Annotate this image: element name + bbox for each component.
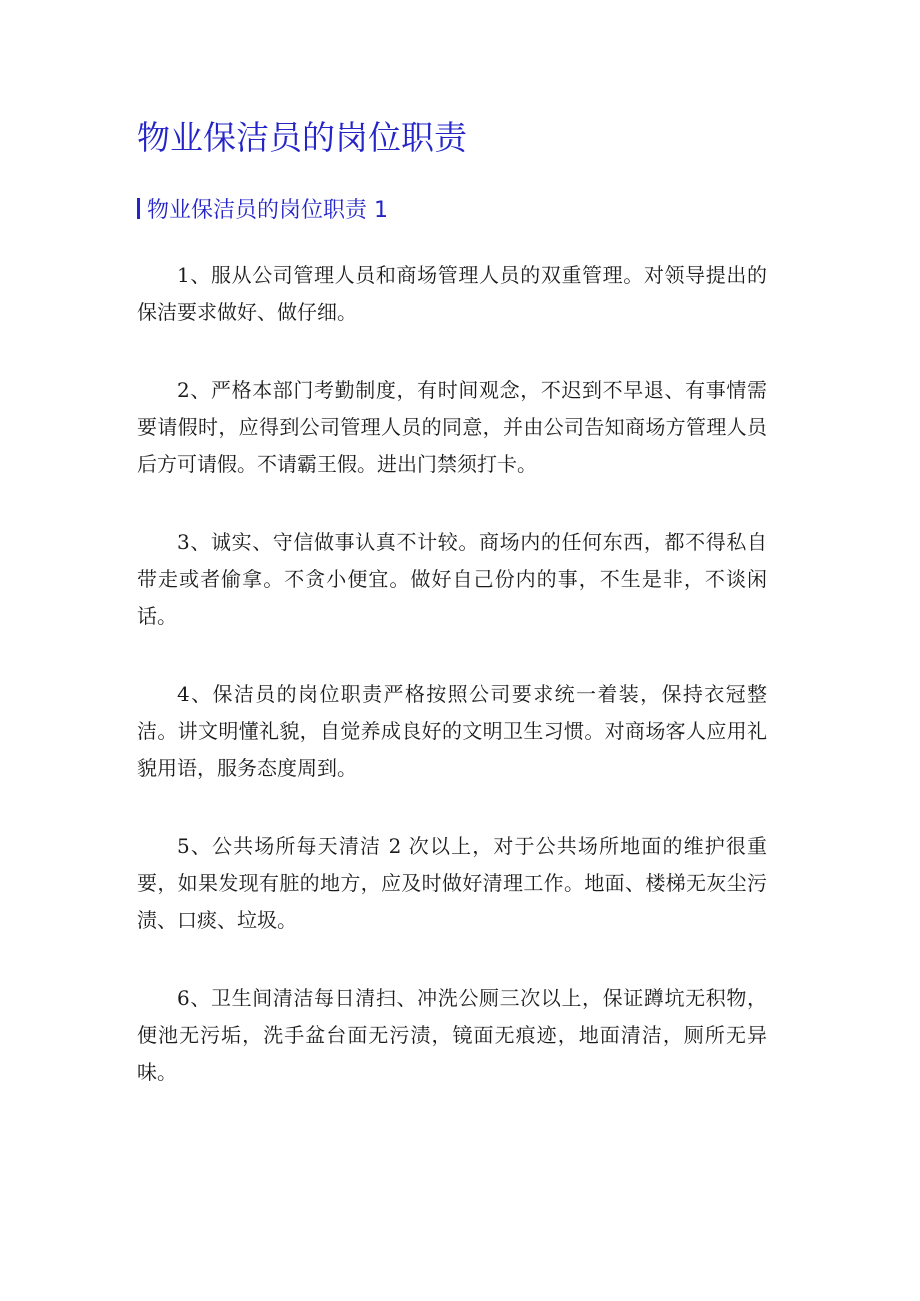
paragraph-1: 1、服从公司管理人员和商场管理人员的双重管理。对领导提出的保洁要求做好、做仔细。 (137, 263, 767, 324)
paragraph-5: 5、公共场所每天清洁 2 次以上，对于公共场所地面的维护很重要，如果发现有脏的地方，应及时做好清理工作。地面、楼梯无灰尘污渍、口痰、垃圾。 (137, 834, 767, 932)
paragraph-2: 2、严格本部门考勤制度，有时间观念，不迟到不早退、有事情需要请假时，应得到公司管理人员的同意，并由公司告知商场方管理人员后方可请假。不请霸王假。进出门禁须打卡。 (137, 378, 767, 476)
paragraph-4: 4、保洁员的岗位职责严格按照公司要求统一着装，保持衣冠整洁。讲文明懂礼貌，自觉养成良好的文明卫生习惯。对商场客人应用礼貌用语，服务态度周到。 (137, 682, 767, 780)
section-heading-text: 物业保洁员的岗位职责 1 (147, 198, 388, 223)
section-heading (137, 194, 388, 228)
document-title: 物业保洁员的岗位职责 (137, 118, 467, 157)
document-body (137, 257, 767, 1132)
heading-bar-marker (137, 198, 140, 219)
paragraph-3: 3、诚实、守信做事认真不计较。商场内的任何东西，都不得私自带走或者偷拿。不贪小便宜。做好自己份内的事，不生是非，不谈闲话。 (137, 530, 767, 628)
paragraph-6: 6、卫生间清洁每日清扫、冲洗公厕三次以上，保证蹲坑无积物，便池无污垢，洗手盆台面无污渍，镜面无痕迹，地面清洁，厕所无异味。 (137, 986, 767, 1084)
